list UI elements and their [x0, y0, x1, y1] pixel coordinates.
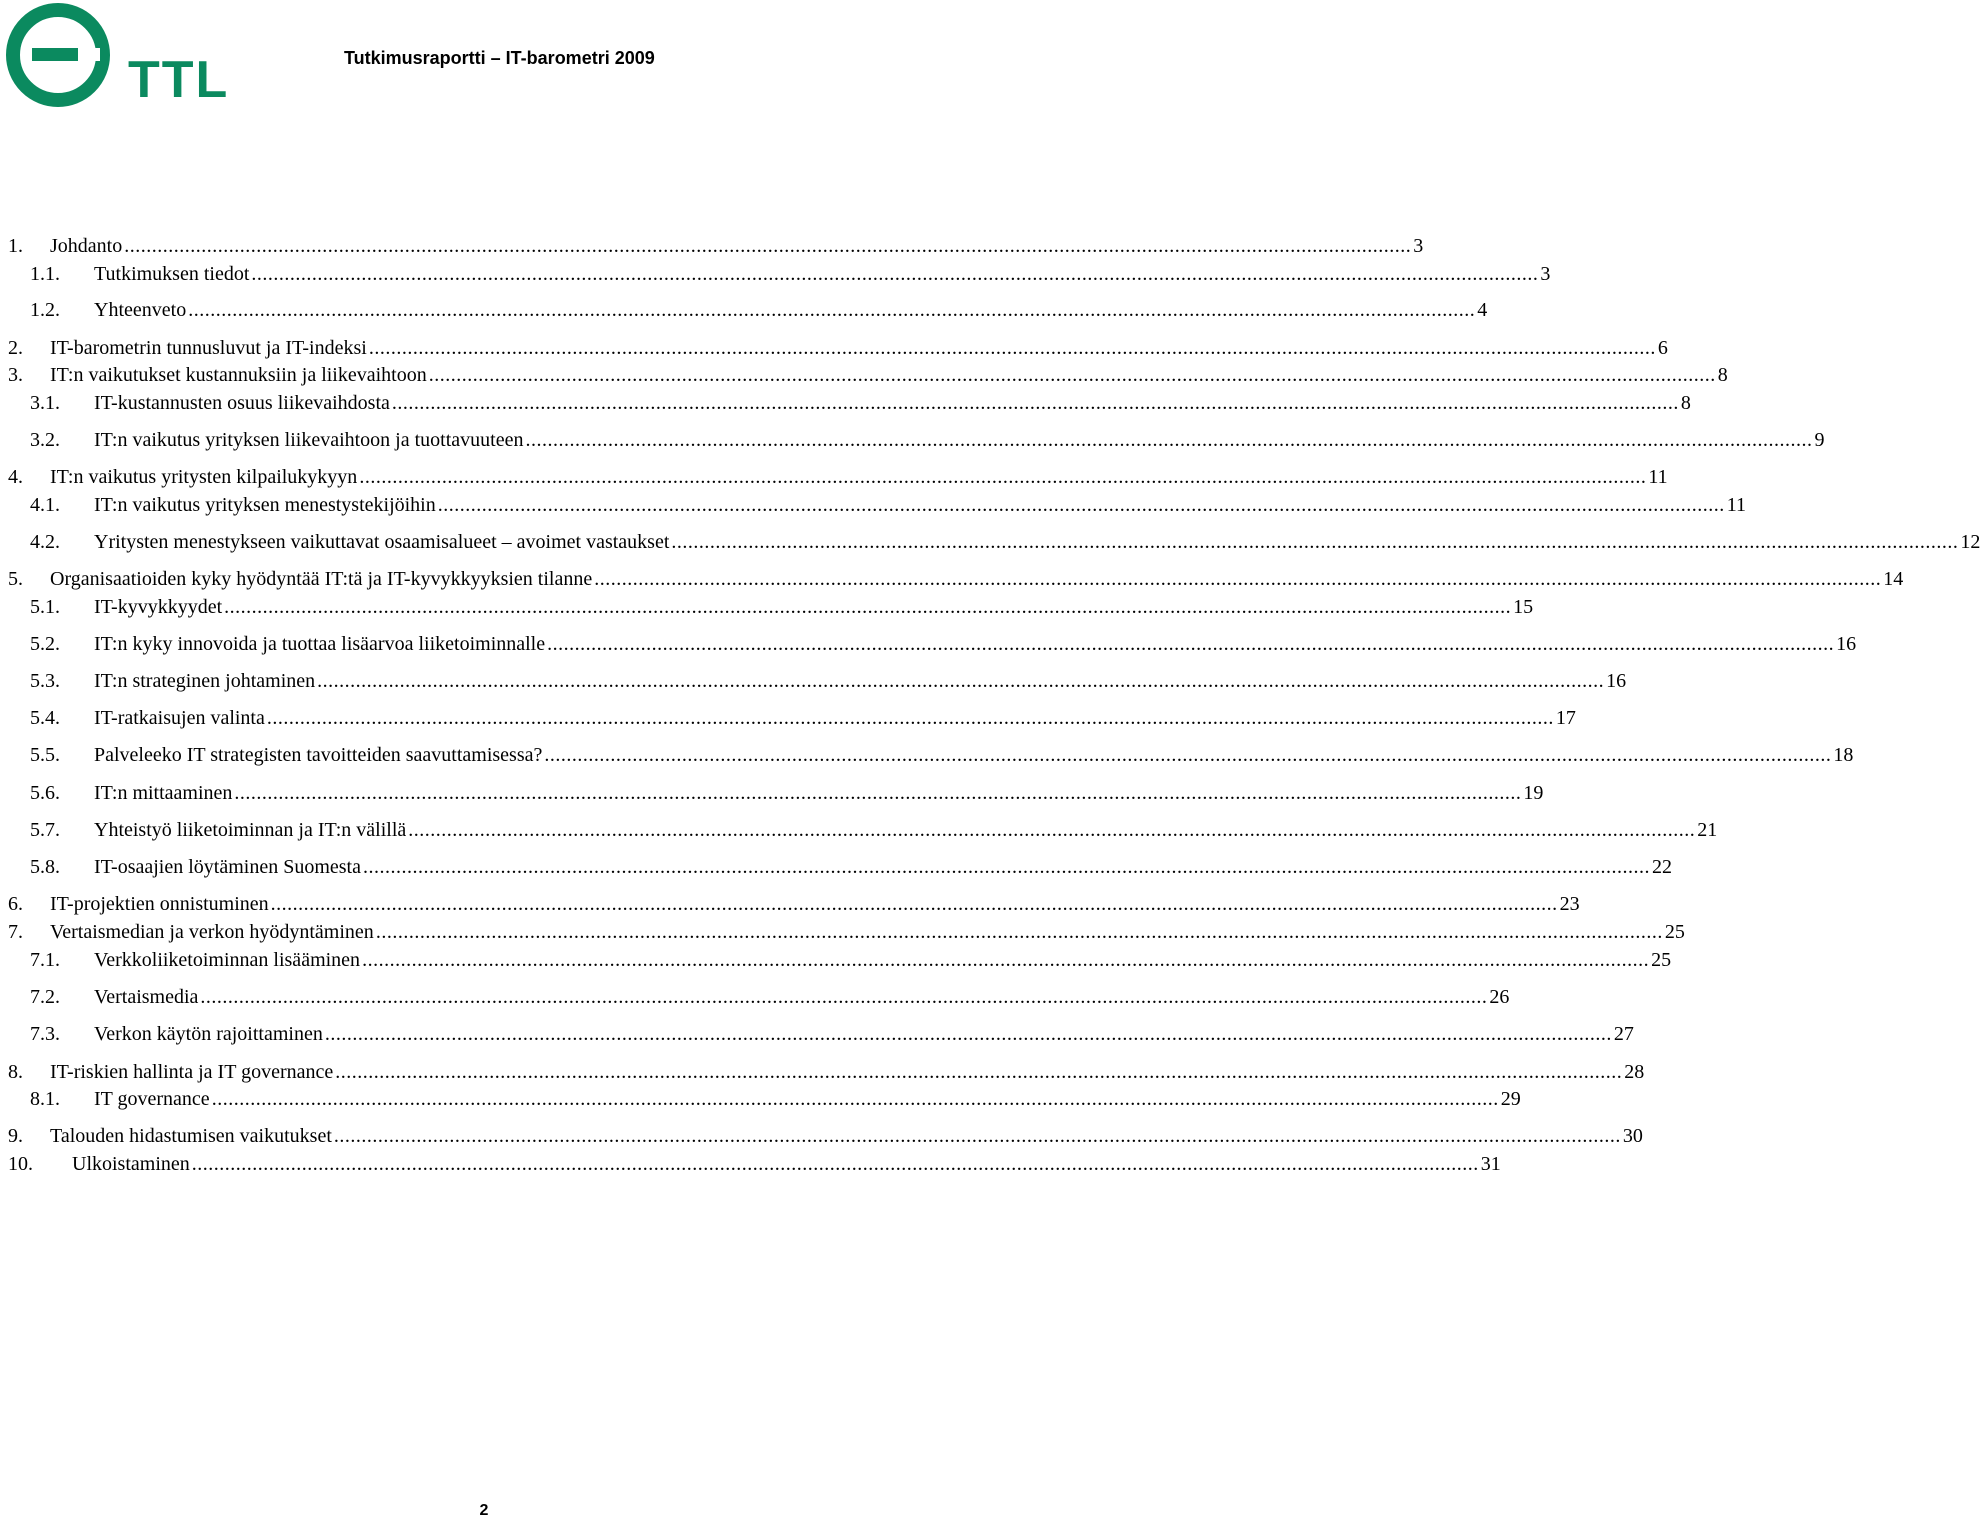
toc-entry-title: IT:n vaikutukset kustannuksiin ja liikevaihtoon	[50, 364, 427, 386]
toc-entry-page: 19	[1523, 782, 1544, 804]
toc-entry[interactable]	[0, 260, 1551, 288]
toc-entry[interactable]	[0, 918, 1685, 946]
toc-dot-leader	[267, 704, 1554, 732]
toc-dot-leader	[188, 296, 1475, 324]
toc-entry-number: 3.2.	[30, 429, 60, 451]
toc-entry-page: 25	[1664, 921, 1685, 943]
toc-dot-leader	[234, 779, 1521, 807]
toc-entry-number: 7.3.	[30, 1023, 60, 1045]
toc-entry-number: 5.3.	[30, 670, 60, 692]
toc-entry-number: 4.	[8, 466, 23, 488]
toc-entry-number: 5.5.	[30, 744, 60, 766]
toc-entry-title: Talouden hidastumisen vaikutukset	[50, 1125, 332, 1147]
toc-entry-page: 16	[1836, 633, 1857, 655]
toc-entry[interactable]	[0, 1020, 1634, 1048]
toc-entry-number: 5.4.	[30, 707, 60, 729]
toc-entry-title: Vertaismedian ja verkon hyödyntäminen	[50, 921, 374, 943]
toc-entry-number: 5.7.	[30, 819, 60, 841]
toc-entry[interactable]	[0, 491, 1747, 519]
toc-entry-number: 6.	[8, 893, 23, 915]
toc-dot-leader	[408, 816, 1695, 844]
toc-entry-title: Yhteistyö liiketoiminnan ja IT:n välillä	[94, 819, 407, 841]
toc-entry-title: IT-osaajien löytäminen Suomesta	[94, 856, 361, 878]
toc-entry[interactable]	[0, 296, 1488, 324]
toc-entry-title: IT-riskien hallinta ja IT governance	[50, 1061, 334, 1083]
toc-entry[interactable]	[0, 704, 1576, 732]
toc-entry-number: 10.	[8, 1153, 33, 1175]
toc-dot-leader	[124, 232, 1411, 260]
toc-dot-leader	[392, 389, 1679, 417]
toc-entry-title: Verkon käytön rajoittaminen	[94, 1023, 323, 1045]
toc-entry-number: 1.2.	[30, 299, 60, 321]
toc-entry[interactable]	[0, 334, 1668, 362]
toc-entry-number: 1.	[8, 235, 23, 257]
toc-entry[interactable]	[0, 630, 1857, 658]
toc-entry-title: Tutkimuksen tiedot	[94, 263, 250, 285]
toc-dot-leader	[369, 334, 1656, 362]
toc-entry-page: 25	[1651, 949, 1672, 971]
toc-dot-leader	[547, 630, 1834, 658]
toc-entry[interactable]	[0, 426, 1825, 454]
toc-entry[interactable]	[0, 853, 1672, 881]
toc-entry-title: IT:n kyky innovoida ja tuottaa lisäarvoa liiketoiminnalle	[94, 633, 546, 655]
toc-entry-page: 3	[1413, 235, 1424, 257]
toc-entry[interactable]	[0, 890, 1580, 918]
toc-entry[interactable]	[0, 1085, 1521, 1113]
toc-dot-leader	[325, 1020, 1612, 1048]
toc-entry-number: 5.8.	[30, 856, 60, 878]
toc-dot-leader	[334, 1122, 1621, 1150]
toc-entry-title: IT governance	[94, 1088, 210, 1110]
toc-dot-leader	[544, 741, 1831, 769]
toc-entry-title: Yhteenveto	[94, 299, 187, 321]
toc-entry-number: 5.	[8, 568, 23, 590]
toc-dot-leader	[271, 890, 1558, 918]
toc-entry-number: 9.	[8, 1125, 23, 1147]
toc-entry-title: Ulkoistaminen	[72, 1153, 190, 1175]
toc-entry-page: 16	[1606, 670, 1627, 692]
toc-entry[interactable]	[0, 667, 1627, 695]
toc-dot-leader	[192, 1150, 1479, 1178]
toc-entry-number: 2.	[8, 337, 23, 359]
toc-entry-number: 5.6.	[30, 782, 60, 804]
toc-entry-title: Organisaatioiden kyky hyödyntää IT:tä ja IT-kyvykkyyksien tilanne	[50, 568, 593, 590]
toc-entry[interactable]	[0, 389, 1691, 417]
toc-entry[interactable]	[0, 1122, 1643, 1150]
toc-dot-leader	[376, 918, 1663, 946]
toc-entry[interactable]	[0, 1058, 1645, 1086]
toc-entry-page: 30	[1622, 1125, 1643, 1147]
toc-entry-number: 1.1.	[30, 263, 60, 285]
toc-entry-title: IT-ratkaisujen valinta	[94, 707, 265, 729]
toc-entry-title: IT:n vaikutus yritysten kilpailukykyyn	[50, 466, 358, 488]
toc-entry-title: IT:n vaikutus yrityksen liikevaihtoon ja tuottavuuteen	[94, 429, 524, 451]
toc-entry-page: 15	[1513, 596, 1534, 618]
toc-entry-page: 18	[1833, 744, 1854, 766]
toc-entry-title: IT:n mittaaminen	[94, 782, 233, 804]
report-title: Tutkimusraportti – IT-barometri 2009	[344, 48, 655, 68]
toc-dot-leader	[359, 463, 1646, 491]
toc-entry-title: Verkkoliiketoiminnan lisääminen	[94, 949, 361, 971]
toc-entry-number: 8.1.	[30, 1088, 60, 1110]
toc-entry-title: IT-barometrin tunnusluvut ja IT-indeksi	[50, 337, 367, 359]
toc-entry-page: 11	[1648, 466, 1668, 488]
toc-entry-page: 17	[1555, 707, 1576, 729]
toc-entry[interactable]	[0, 1150, 1501, 1178]
toc-entry[interactable]	[0, 946, 1672, 974]
toc-dot-leader	[200, 983, 1487, 1011]
toc-entry-page: 21	[1697, 819, 1718, 841]
toc-entry-page: 12	[1960, 531, 1981, 553]
toc-dot-leader	[251, 260, 1538, 288]
page-number: 2	[479, 1502, 489, 1519]
toc-entry[interactable]	[0, 983, 1510, 1011]
toc-entry-title: IT:n strateginen johtaminen	[94, 670, 316, 692]
toc-entry-title: Palveleeko IT strategisten tavoitteiden saavuttamisessa?	[94, 744, 543, 766]
toc-entry-title: Vertaismedia	[94, 986, 199, 1008]
toc-entry-page: 14	[1883, 568, 1904, 590]
toc-entry-page: 23	[1559, 893, 1580, 915]
toc-entry-number: 7.	[8, 921, 23, 943]
toc-entry-page: 26	[1489, 986, 1510, 1008]
toc-entry-page: 6	[1657, 337, 1668, 359]
toc-entry-page: 9	[1814, 429, 1825, 451]
toc-entry-number: 7.2.	[30, 986, 60, 1008]
toc-entry-title: IT-projektien onnistuminen	[50, 893, 269, 915]
toc-entry-number: 4.1.	[30, 494, 60, 516]
toc-entry[interactable]	[0, 232, 1424, 260]
toc-entry[interactable]	[0, 593, 1534, 621]
toc-dot-leader	[224, 593, 1511, 621]
toc-entry-page: 4	[1477, 299, 1488, 321]
toc-entry-page: 31	[1480, 1153, 1501, 1175]
toc-dot-leader	[317, 667, 1604, 695]
toc-dot-leader	[362, 946, 1649, 974]
toc-entry-title: Johdanto	[50, 235, 123, 257]
toc-entry-page: 3	[1540, 263, 1551, 285]
ttl-logo	[4, 2, 230, 110]
toc-dot-leader	[363, 853, 1650, 881]
toc-entry-page: 8	[1680, 392, 1691, 414]
toc-entry[interactable]	[0, 565, 1904, 593]
toc-dot-leader	[212, 1085, 1499, 1113]
toc-entry-number: 8.	[8, 1061, 23, 1083]
toc-entry-number: 5.2.	[30, 633, 60, 655]
toc-entry[interactable]	[0, 528, 1981, 556]
toc-entry[interactable]	[0, 463, 1668, 491]
toc-entry-number: 5.1.	[30, 596, 60, 618]
toc-entry[interactable]	[0, 361, 1728, 389]
toc-entry[interactable]	[0, 816, 1718, 844]
toc-dot-leader	[594, 565, 1881, 593]
toc-entry-title: IT:n vaikutus yrityksen menestystekijöihin	[94, 494, 436, 516]
toc-entry-number: 3.1.	[30, 392, 60, 414]
toc-entry-number: 3.	[8, 364, 23, 386]
toc-dot-leader	[335, 1058, 1622, 1086]
toc-dot-leader	[429, 361, 1716, 389]
toc-entry-title: IT-kyvykkyydet	[94, 596, 223, 618]
toc-entry-title: IT-kustannusten osuus liikevaihdosta	[94, 392, 390, 414]
toc-entry-page: 29	[1500, 1088, 1521, 1110]
toc-entry-page: 11	[1726, 494, 1747, 516]
toc-dot-leader	[438, 491, 1725, 519]
toc-entry-page: 28	[1624, 1061, 1645, 1083]
toc-entry[interactable]	[0, 779, 1544, 807]
toc-entry-title: Yritysten menestykseen vaikuttavat osaamisalueet – avoimet vastaukset	[94, 531, 670, 553]
toc-entry[interactable]	[0, 741, 1854, 769]
toc-dot-leader	[671, 528, 1958, 556]
toc-entry-number: 4.2.	[30, 531, 60, 553]
toc-entry-page: 22	[1651, 856, 1672, 878]
logo-text: TTL	[128, 51, 230, 109]
toc-entry-page: 8	[1717, 364, 1728, 386]
toc-dot-leader	[525, 426, 1812, 454]
toc-entry-page: 27	[1613, 1023, 1634, 1045]
toc-entry-number: 7.1.	[30, 949, 60, 971]
